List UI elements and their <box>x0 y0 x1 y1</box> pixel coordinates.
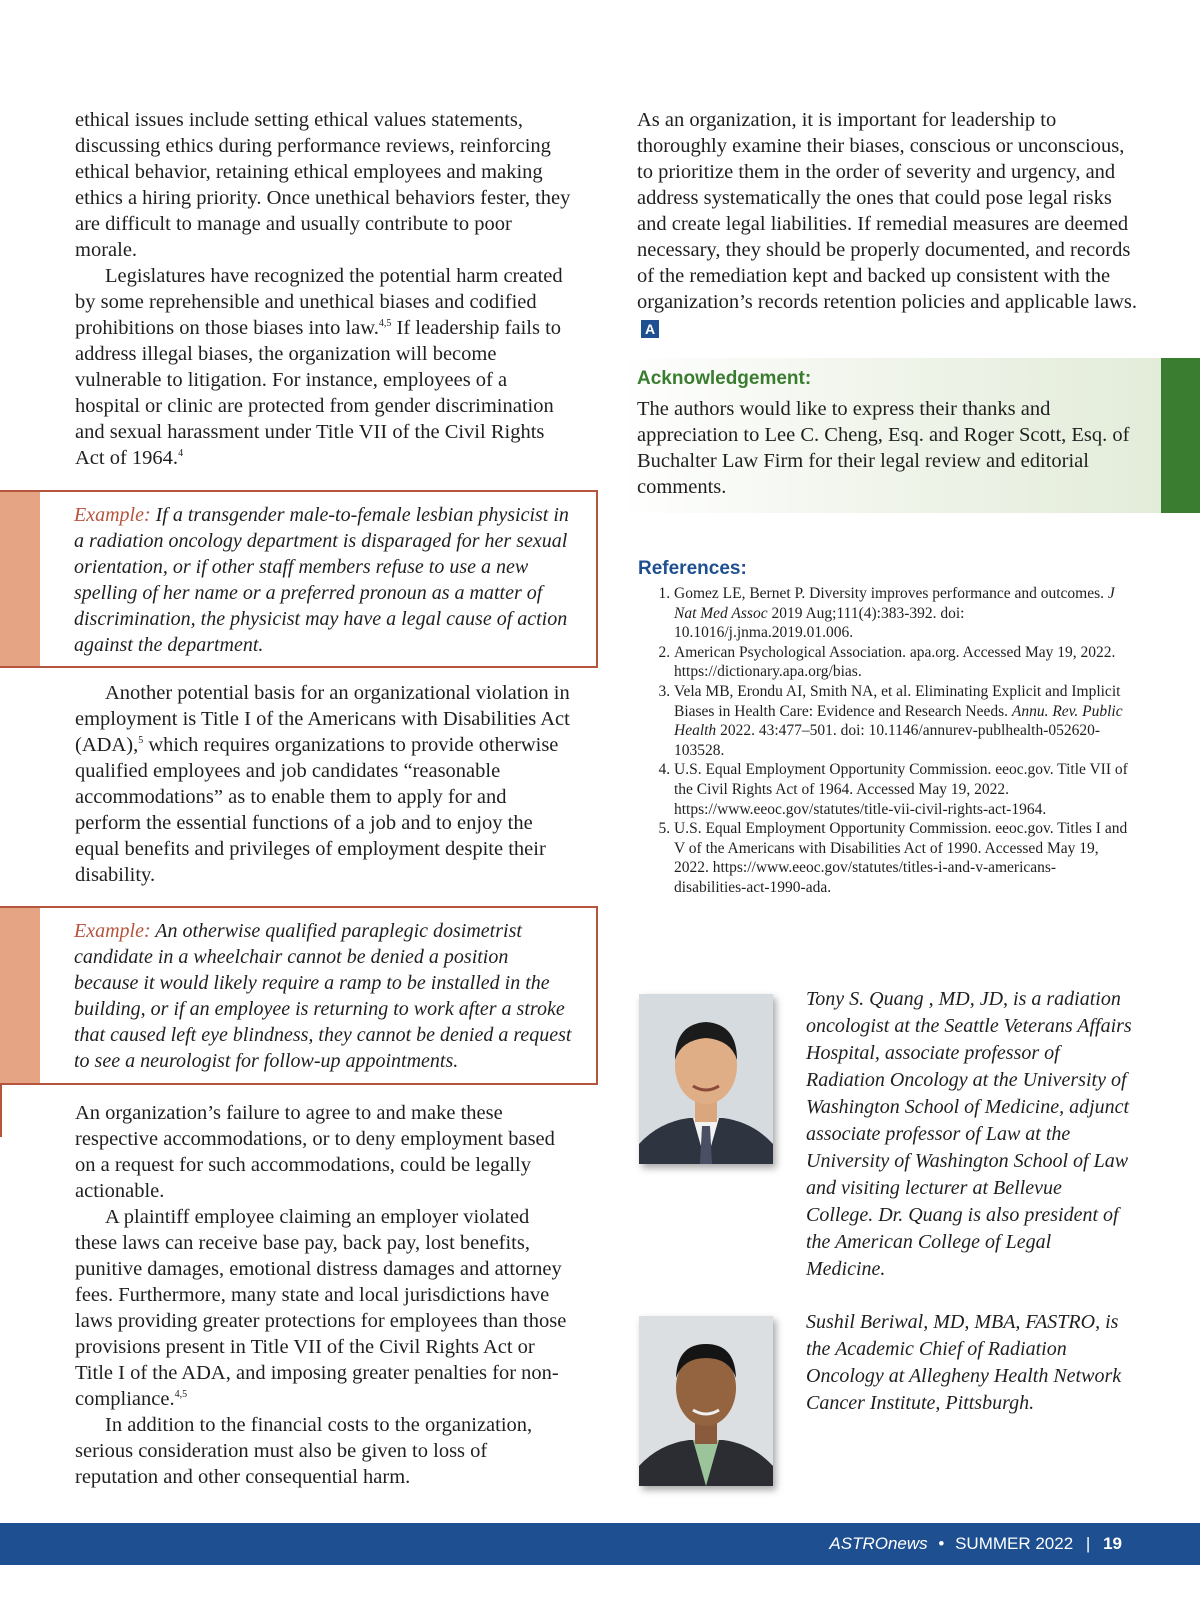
portrait-illustration <box>639 994 773 1164</box>
reference-item <box>674 643 1128 682</box>
example-line-tail <box>0 1085 2 1137</box>
author-bio-beriwal: Sushil Beriwal, MD, MBA, FASTRO, is the Academic Chief of Radiation Oncology at Allegheny Health Network Cancer Institute, Pittsburgh. <box>806 1311 1122 1414</box>
example-box <box>0 906 598 1085</box>
text-span: As an organization, it is important for leadership to thoroughly examine their biases, conscious or unconscious, to prioritize them in the order of severity and urgency, and address systematically the ones that could pose legal risks and create legal liabilities. If remedial measures are deemed necessary, they should be properly documented, and records of the remediation kept and backed up consistent with the organization’s records retention policies and applicable laws. <box>637 109 1137 313</box>
acknowledgement-text: The authors would like to express their thanks and appreciation to Lee C. Cheng, Esq. and Roger Scott, Esq. of Buchalter Law Firm for their legal review and editorial comments. <box>637 398 1130 498</box>
left-column <box>75 107 575 471</box>
citation-sup: 4,5 <box>174 1389 188 1401</box>
text-span: Legislatures have recognized the potential harm created by some reprehensible and unethical biases and codified prohibitions on those biases into law. <box>75 265 563 339</box>
portrait-illustration <box>639 1316 773 1486</box>
reference-text: U.S. Equal Employment Opportunity Commission. eeoc.gov. Title VII of the Civil Rights Act of 1964. Accessed May 19, 2022. https://www.eeoc.gov/statutes/title-vii-civil-rights-act-1964. <box>674 761 1128 818</box>
reference-text: Vela MB, Erondu AI, Smith NA, et al. Eliminating Explicit and Implicit Biases in Health Care: Evidence and Research Needs. <box>674 682 1121 720</box>
author-photo-quang <box>639 994 773 1164</box>
citation-sup: 4,5 <box>378 318 392 330</box>
body-paragraph: In addition to the financial costs to the organization, serious consideration must also be given to loss of reputation and other consequential harm. <box>75 1414 533 1488</box>
references-list <box>638 584 1128 898</box>
example-body: An otherwise qualified paraplegic dosimetrist candidate in a wheelchair cannot be denied a position because it would likely require a ramp to be installed in the building, or if an employee is returning to work after a stroke that caused left eye blindness, they cannot be denied a request to see a neurologist for follow-up appointments. <box>74 920 572 1072</box>
citation-sup: 5 <box>138 735 144 747</box>
page-number: 19 <box>1103 1534 1122 1553</box>
page-footer <box>0 1523 1200 1565</box>
example-label: Example: <box>74 504 151 526</box>
reference-item <box>674 682 1128 760</box>
example-accent-strip <box>0 908 40 1083</box>
text-span: If leadership fails to address illegal biases, the organization will become vulnerable to litigation. For instance, employees of a hospital or clinic are protected from gender discrimination and sexual harassment under Title VII of the Civil Rights Act of 1964. <box>75 317 562 469</box>
reference-item <box>674 760 1128 819</box>
body-paragraph <box>75 263 575 471</box>
example-body: If a transgender male-to-female lesbian physicist in a radiation oncology department is disparaged for her sexual orientation, or if other staff members refuse to use a new spelling of her name or a preferred pronoun as a matter of discrimination, the physicist may have a legal cause of action against the department. <box>74 504 569 656</box>
example-text <box>74 918 574 1074</box>
body-paragraph <box>637 107 1137 341</box>
text-span: Another potential basis for an organizational violation in employment is Title I of the Americans with Disabilities Act (ADA), <box>75 682 570 756</box>
author-bio-quang: Tony S. Quang , MD, JD, is a radiation oncologist at the Seattle Veterans Affairs Hospital, associate professor of Radiation Oncology at the University of Washington School of Medicine, adjunct associate professor of Law at the University of Washington School of Law and visiting lecturer at Bellevue College. Dr. Quang is also president of the American College of Legal Medicine. <box>806 988 1132 1280</box>
reference-text: U.S. Equal Employment Opportunity Commission. eeoc.gov. Titles I and V of the Americans with Disabilities Act of 1990. Accessed May 19, 2022. https://www.eeoc.gov/statutes/titles-i-and-v-americans-disabilities-act-1990-ada. <box>674 820 1128 896</box>
issue-label: SUMMER 2022 <box>955 1534 1074 1553</box>
body-paragraph <box>75 1204 575 1412</box>
reference-text: Gomez LE, Bernet P. Diversity improves performance and outcomes. <box>674 585 1108 602</box>
end-of-article-icon: A <box>641 320 659 338</box>
footer-bullet: • <box>938 1534 945 1553</box>
left-column-bottom <box>75 1100 575 1490</box>
body-paragraph: An organization’s failure to agree to and make these respective accommodations, or to deny employment based on a request for such accommodations, could be legally actionable. <box>75 1102 555 1202</box>
example-accent-strip <box>0 492 40 666</box>
publication-name: ASTROnews <box>829 1534 928 1553</box>
reference-journal: J Nat Med Assoc <box>674 585 1115 622</box>
citation-sup: 4 <box>178 448 184 460</box>
author-photo-beriwal <box>639 1316 773 1486</box>
text-span: A plaintiff employee claiming an employer violated these laws can receive base pay, back pay, lost benefits, punitive damages, emotional distress damages and attorney fees. Furthermore, many state and local jurisdictions have laws providing greater protections for employees than those provisions present in Title VII of the Civil Rights Act or Title I of the ADA, and imposing greater penalties for non-compliance. <box>75 1206 567 1410</box>
reference-item <box>674 819 1128 897</box>
example-box <box>0 490 598 668</box>
reference-text: American Psychological Association. apa.org. Accessed May 19, 2022. https://dictionary.apa.org/bias. <box>674 643 1116 681</box>
reference-text: 2022. 43:477–501. doi: 10.1146/annurev-publhealth-052620-103528. <box>674 722 1101 759</box>
acknowledgement-accent-bar <box>1161 358 1200 513</box>
example-text <box>74 502 574 658</box>
reference-journal: Annu. Rev. Public Health <box>674 702 1123 740</box>
left-column-middle <box>75 680 575 888</box>
right-column <box>637 107 1137 341</box>
body-paragraph <box>75 680 575 888</box>
footer-separator: | <box>1085 1534 1091 1553</box>
footer-text <box>829 1534 1122 1554</box>
reference-text: 2019 Aug;111(4):383-392. doi: 10.1016/j.jnma.2019.01.006. <box>674 604 965 642</box>
body-paragraph: ethical issues include setting ethical values statements, discussing ethics during performance reviews, reinforcing ethical behavior, retaining ethical employees and making ethics a hiring priority. Once unethical behaviors fester, they are difficult to manage and usually contribute to poor morale. <box>75 109 571 261</box>
text-span: which requires organizations to provide otherwise qualified employees and job candidates “reasonable accommodations” as to enable them to apply for and perform the essential functions of a job and to enjoy the equal benefits and privileges of employment despite their disability. <box>75 734 559 886</box>
example-label: Example: <box>74 920 151 942</box>
references-title: References: <box>638 558 747 579</box>
acknowledgement-title: Acknowledgement: <box>637 368 812 389</box>
reference-item <box>674 584 1128 643</box>
